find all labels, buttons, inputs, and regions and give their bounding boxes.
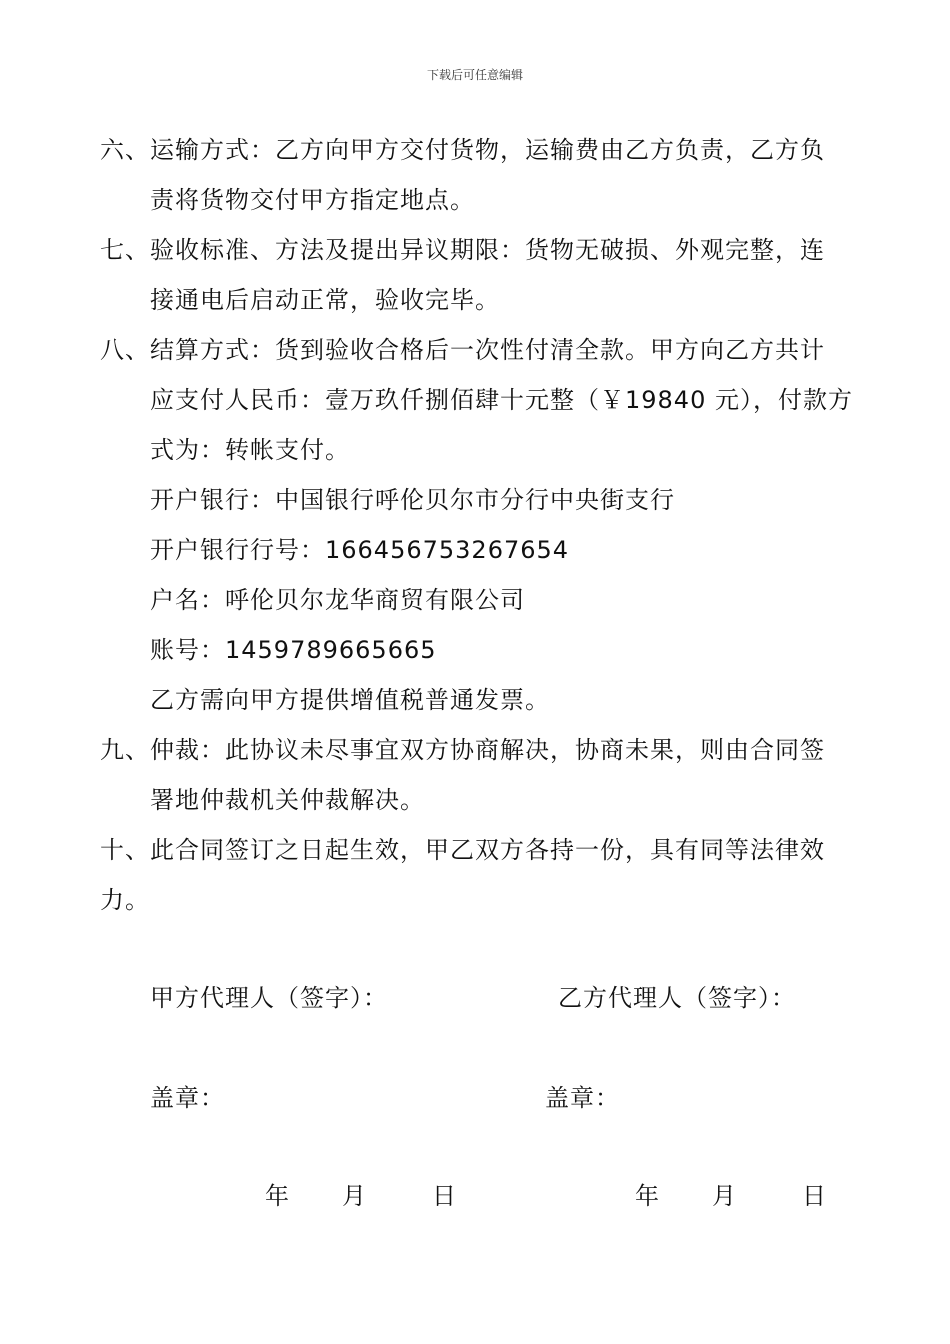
clause-8-line-3: 式为：转帐支付。: [150, 436, 350, 464]
clause-6-line-2: 责将货物交付甲方指定地点。: [150, 186, 475, 214]
party-b-seal-label: 盖章：: [545, 1084, 620, 1112]
clause-6-line-1: 六、运输方式：乙方向甲方交付货物，运输费由乙方负责，乙方负: [100, 136, 825, 164]
party-b-date-year: 年: [635, 1182, 660, 1210]
party-a-date-year: 年: [265, 1182, 290, 1210]
clause-9-line-1: 九、仲裁：此协议未尽事宜双方协商解决，协商未果，则由合同签: [100, 736, 825, 764]
party-a-date-month: 月: [342, 1182, 367, 1210]
clause-7-line-1: 七、验收标准、方法及提出异议期限：货物无破损、外观完整，连: [100, 236, 825, 264]
page-header: 下载后可任意编辑: [426, 68, 523, 82]
party-a-agent-label: 甲方代理人（签字）：: [150, 984, 388, 1012]
clause-8-line-2: 应支付人民币：壹万玖仟捌佰肆十元整（￥19840 元），付款方: [150, 386, 853, 414]
party-b-agent-label: 乙方代理人（签字）：: [558, 984, 796, 1012]
clause-7-line-2: 接通电后启动正常，验收完毕。: [150, 286, 500, 314]
clause-10-line-1: 十、此合同签订之日起生效，甲乙双方各持一份，具有同等法律效: [100, 836, 825, 864]
party-b-date-day: 日: [802, 1182, 827, 1210]
clause-10-line-2: 力。: [100, 886, 150, 914]
account-name: 户名：呼伦贝尔龙华商贸有限公司: [150, 586, 525, 614]
party-b-date-month: 月: [712, 1182, 737, 1210]
bank-name: 开户银行：中国银行呼伦贝尔市分行中央街支行: [150, 486, 675, 514]
account-number: 账号：1459789665665: [150, 636, 437, 664]
party-a-seal-label: 盖章：: [150, 1084, 225, 1112]
party-a-date-day: 日: [432, 1182, 457, 1210]
clause-9-line-2: 署地仲裁机关仲裁解决。: [150, 786, 425, 814]
bank-code: 开户银行行号：166456753267654: [150, 536, 570, 564]
invoice-note: 乙方需向甲方提供增值税普通发票。: [150, 686, 550, 714]
clause-8-line-1: 八、结算方式：货到验收合格后一次性付清全款。甲方向乙方共计: [100, 336, 825, 364]
